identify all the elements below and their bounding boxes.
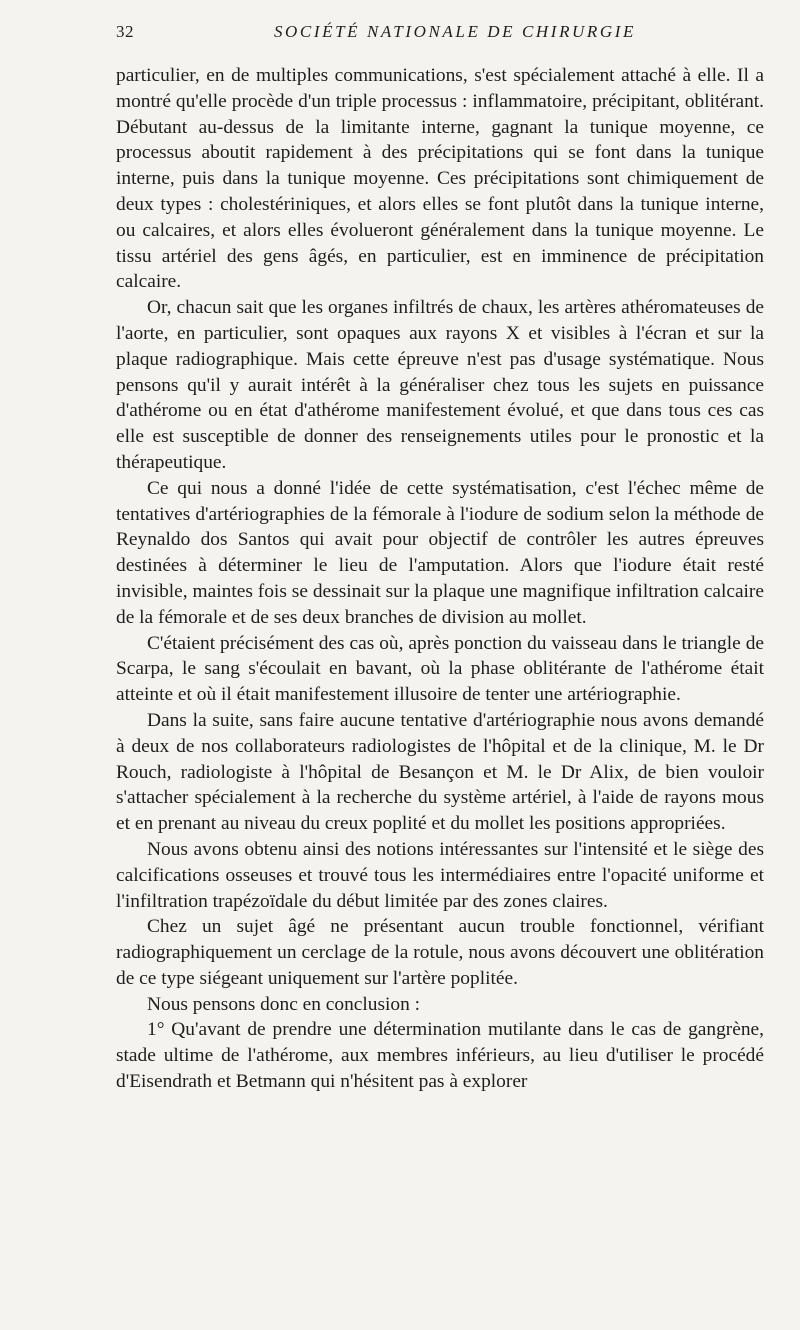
paragraph-conclusion-1: 1° Qu'avant de prendre une détermination mutilante dans le cas de gangrène, stade ultime de l'athérome, aux membres inférieurs, au lieu d'utiliser le procédé d'Eisendrath et Betmann qui n'hésitent pas à explorer: [116, 1019, 764, 1093]
paragraph-radiography: Or, chacun sait que les organes infiltrés de chaux, les artères athéromateuses de l'aorte, en particulier, sont opaques aux rayons X et visibles à l'écran et sur la plaque radiographique. Mais cette épreuve n'est pas d'usage systématique. Nous pensons qu'il y aurait intérêt à la généraliser chez tous les sujets en puissance d'athérome ou en état d'athérome manifestement évolué, et que dans tous ces cas elle est susceptible de donner des renseignements utiles pour le pronostic et la thérapeutique.: [116, 297, 764, 473]
paragraph-scarpa: C'étaient précisément des cas où, après ponction du vaisseau dans le triangle de Scarpa, le sang s'écoulait en bavant, où la phase oblitérante de l'athérome était atteinte et où il était manifestement illusoire de tenter une artériographie.: [116, 632, 764, 706]
page-number: 32: [116, 22, 134, 41]
paragraph-collaborators: Dans la suite, sans faire aucune tentative d'artériographie nous avons demandé à deux de nos collaborateurs radiologistes de l'hôpital et de la clinique, M. le Dr Rouch, radiologiste à l'hôpital de Besançon et M. le Dr Alix, de bien vouloir s'attacher spécialement à la recherche du système artériel, à l'aide de rayons mous et en prenant au niveau du creux poplité et du mollet les positions appropriées.: [116, 709, 764, 835]
paragraph-case: Chez un sujet âgé ne présentant aucun trouble fonctionnel, vérifiant radiographiquement un cerclage de la rotule, nous avons découvert une oblitération de ce type siégeant uniquement sur l'artère poplitée.: [116, 916, 764, 989]
paragraph-findings: Nous avons obtenu ainsi des notions intéressantes sur l'intensité et le siège des calcifications osseuses et trouvé tous les intermédiaires entre l'opacité uniforme et l'infiltration trapézoïdale du début limitée par des zones claires.: [116, 838, 764, 912]
paragraph-continued: particulier, en de multiples communications, s'est spécialement attaché à elle. Il a montré qu'elle procède d'un triple processus : inflammatoire, précipitant, oblitérant. Débutant au-dessus de la limitante interne, gagnant la tunique moyenne, ce processus aboutit rapidement à des précipitations qui se font dans la tunique interne, puis dans la tunique moyenne. Ces précipitations sont chimiquement de deux types : cholestériniques, et alors elles se font plutôt dans la tunique interne, ou calcaires, et alors elles évolueront généralement dans la tunique moyenne. Le tissu artériel des gens âgés, en particulier, est en imminence de précipitation calcaire.: [116, 65, 764, 293]
journal-title: SOCIÉTÉ NATIONALE DE CHIRURGIE: [273, 22, 637, 41]
paragraph-conclusion-intro: Nous pensons donc en conclusion :: [147, 993, 421, 1015]
body-text: [116, 63, 764, 1095]
paragraph-arteriography: Ce qui nous a donné l'idée de cette systématisation, c'est l'échec même de tentatives d'artériographies de la fémorale à l'iodure de sodium selon la méthode de Reynaldo dos Santos qui avait pour objectif de contrôler les autres épreuves destinées à déterminer le lieu de l'amputation. Alors que l'iodure était resté invisible, maintes fois se dessinait sur la plaque une magnifique infiltration calcaire de la fémorale et de ses deux branches de division au mollet.: [116, 477, 764, 628]
running-head: [116, 22, 764, 48]
